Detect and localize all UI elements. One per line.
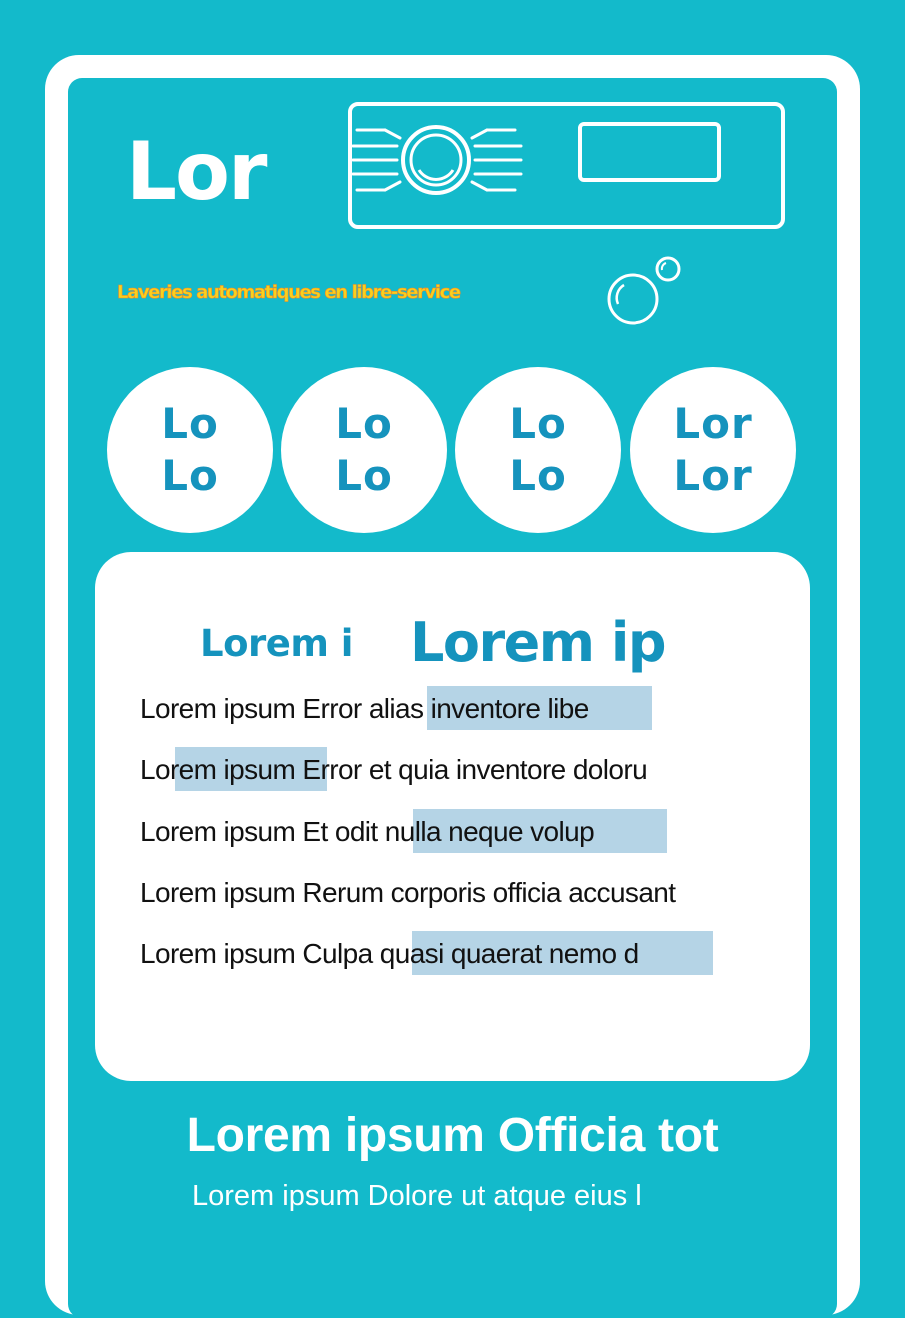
badge-line: Lo [161, 399, 219, 448]
badge-line: Lor [673, 451, 753, 500]
info-card [95, 552, 810, 1081]
tagline: Laveries automatiques en libre-service [117, 282, 460, 303]
badge-circle [107, 367, 273, 533]
list-item-text: Lorem ipsum Error et quia inventore doloru [140, 754, 648, 786]
list-item-text: Lorem ipsum Culpa quasi quaerat nemo d [140, 938, 639, 970]
badge-line: Lo [335, 399, 393, 448]
footer-title: Lorem ipsum Officia tot [186, 1109, 719, 1162]
card-title-small: Lorem i [200, 622, 353, 665]
badge-line: Lor [673, 399, 753, 448]
list-item-text: Lorem ipsum Et odit nulla neque volup [140, 815, 595, 847]
card-title-large: Lorem ip [410, 611, 665, 674]
list-item [140, 809, 675, 870]
badge-line: Lo [509, 451, 567, 500]
text-list [140, 686, 675, 992]
badge-line: Lo [335, 451, 393, 500]
badge-circle [455, 367, 621, 533]
list-item [140, 686, 675, 747]
list-item [140, 931, 675, 992]
badge-circle [630, 367, 796, 533]
list-item [140, 747, 675, 808]
badge-line: Lo [161, 451, 219, 500]
logo-text: Lor [126, 125, 266, 218]
badge-circle [281, 367, 447, 533]
list-item-text: Lorem ipsum Rerum corporis officia accusant [140, 876, 676, 908]
list-item-text: Lorem ipsum Error alias inventore libe [140, 693, 589, 724]
list-item [140, 870, 675, 931]
washing-machine-icon [345, 98, 790, 233]
bubbles-icon [600, 252, 690, 332]
badge-line: Lo [509, 399, 567, 448]
footer-subtitle: Lorem ipsum Dolore ut atque eius l [192, 1180, 642, 1212]
